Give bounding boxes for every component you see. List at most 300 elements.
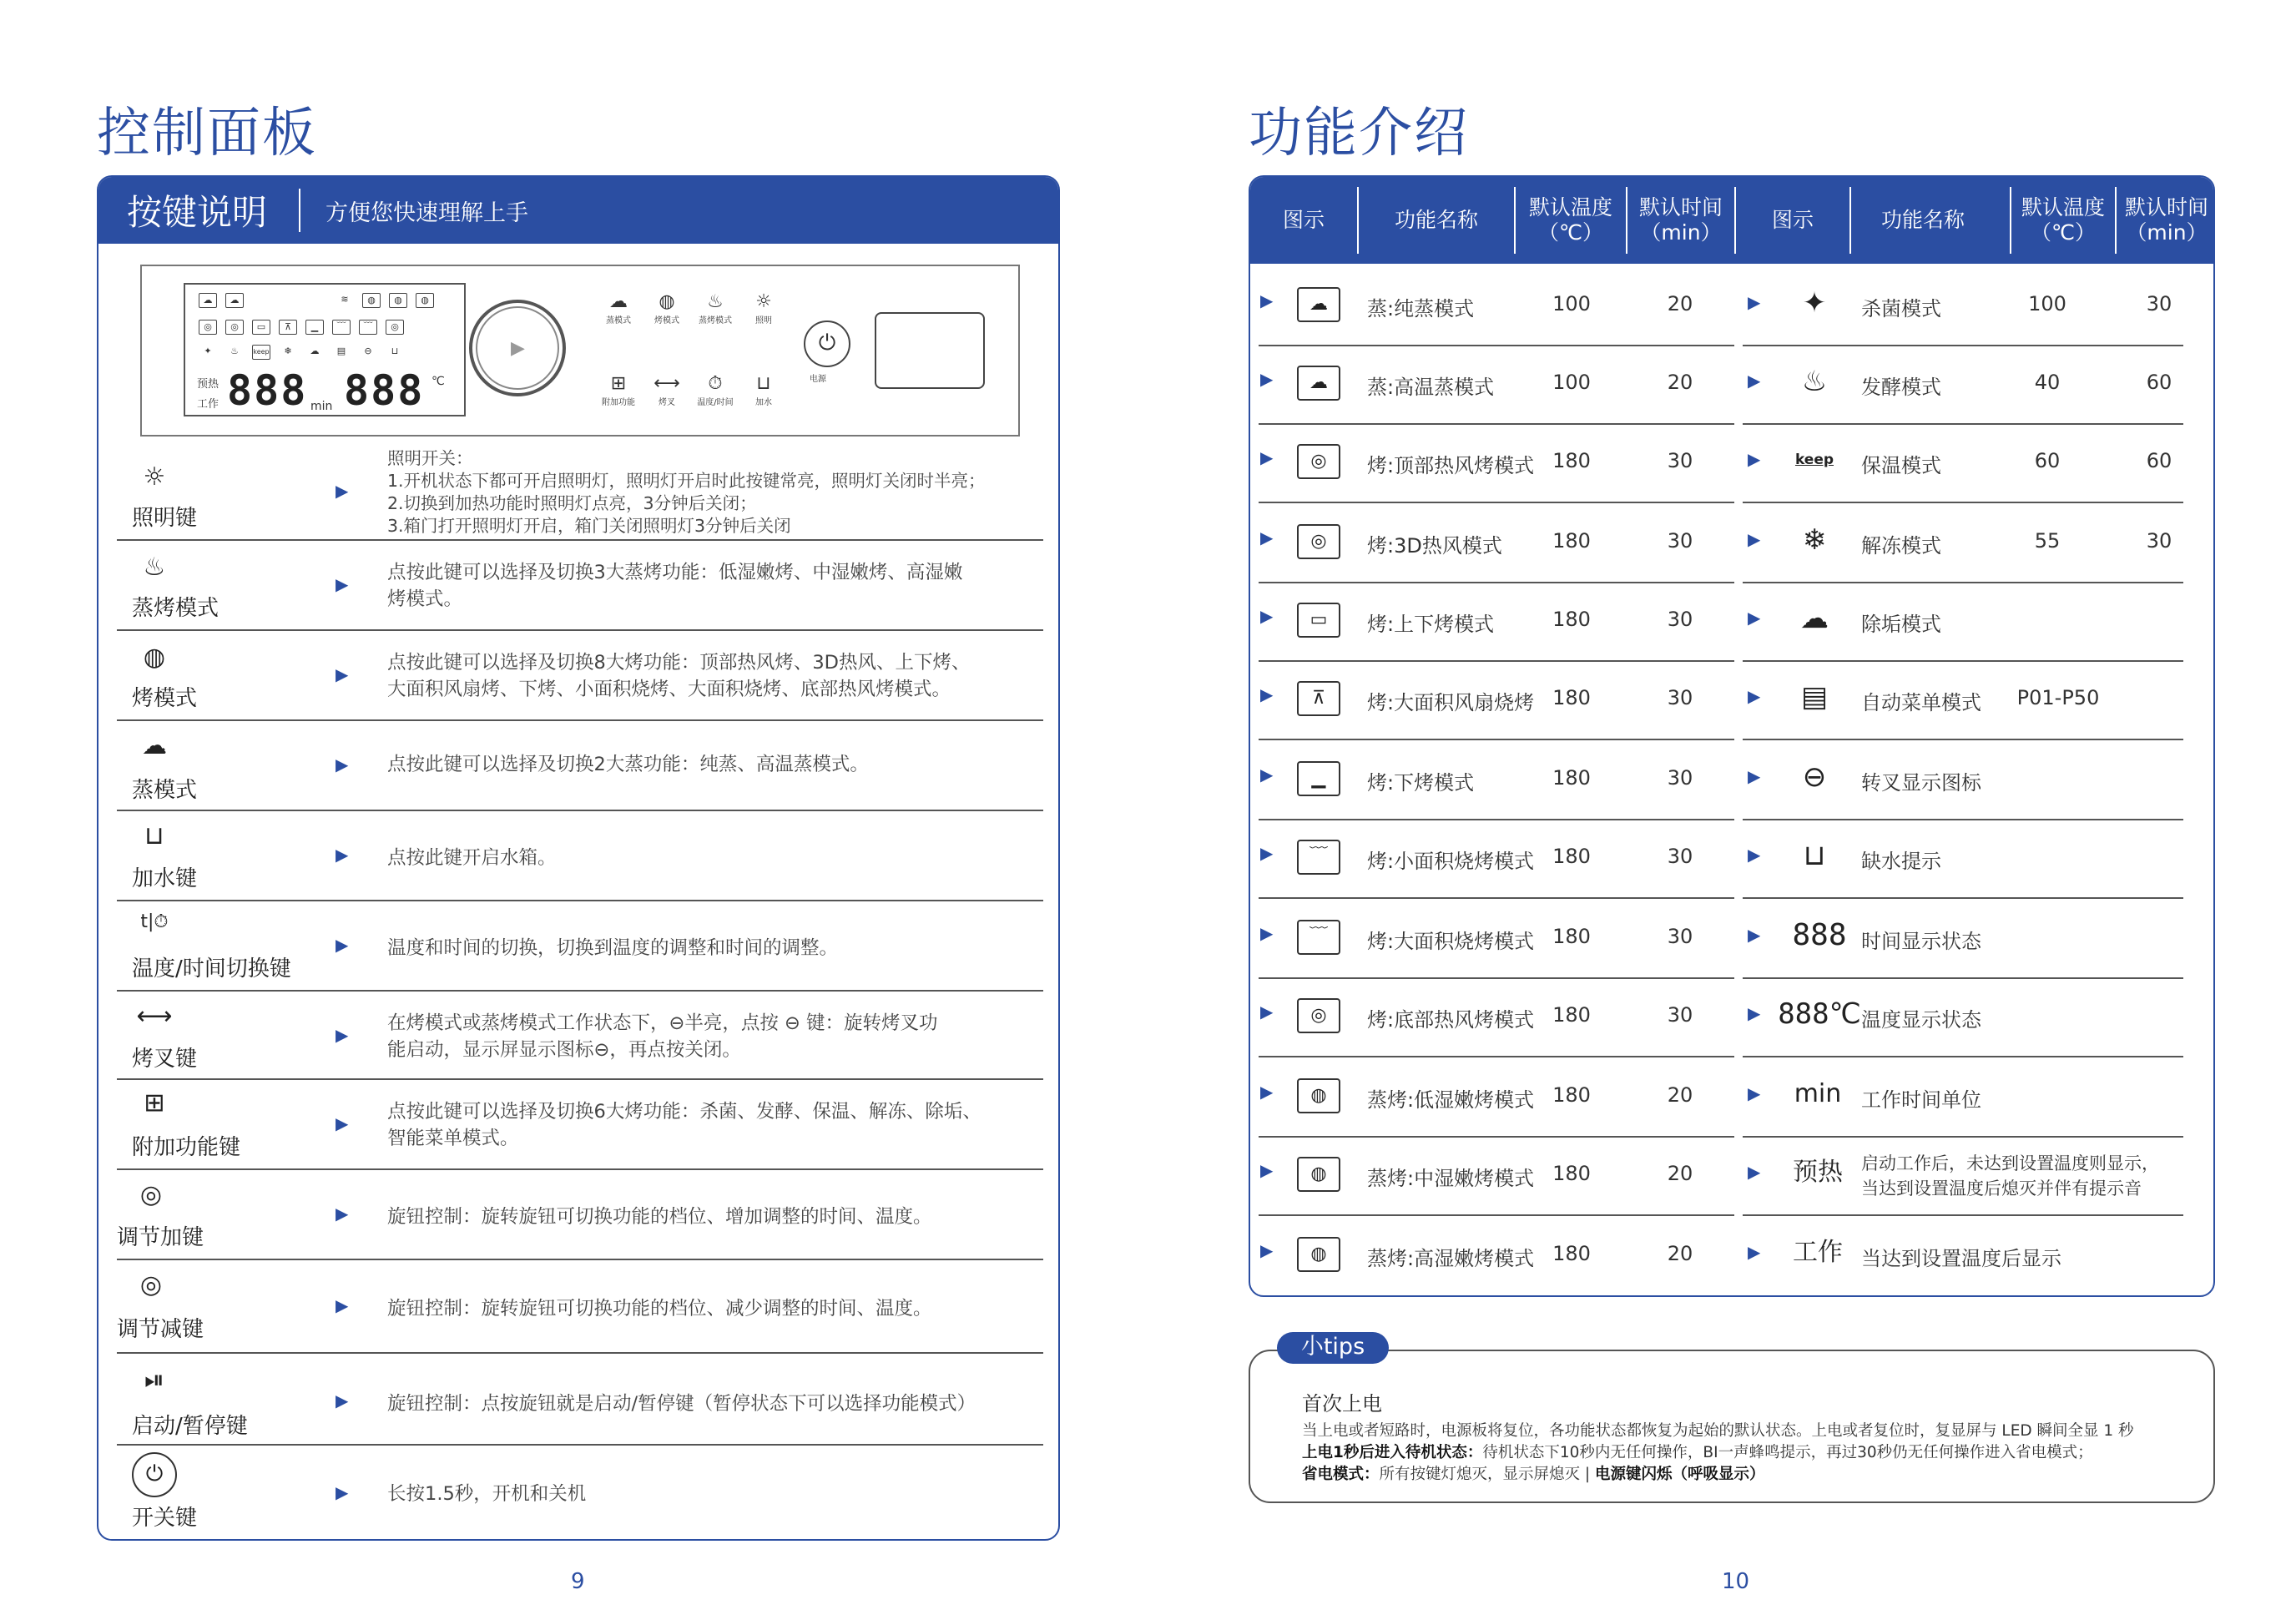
arrow-icon: ▶ bbox=[1748, 1162, 1761, 1182]
function-name: 蒸:高温蒸模式 bbox=[1367, 376, 1495, 399]
default-temp: 180 bbox=[1552, 449, 1591, 472]
function-row-left bbox=[1250, 820, 1734, 899]
key-row-water bbox=[117, 811, 1043, 901]
default-temp: 40 bbox=[2034, 371, 2061, 394]
function-row-right bbox=[1734, 504, 2215, 583]
function-row-left bbox=[1250, 661, 1734, 740]
temp-digits-icon: 888℃ bbox=[1778, 997, 1861, 1031]
header-time-line: 默认时间 bbox=[1638, 195, 1723, 220]
row-divider bbox=[1743, 1214, 2183, 1216]
key-name: 蒸模式 bbox=[132, 778, 198, 803]
function-row-left bbox=[1250, 267, 1734, 346]
lcd-rotisserie-icon: ⊖ bbox=[364, 346, 372, 356]
key-description bbox=[387, 751, 1047, 778]
arrow-icon: ▶ bbox=[1748, 1242, 1761, 1262]
bake-icon: ◍ bbox=[143, 643, 166, 672]
function-name: 烤:大面积烧烤模式 bbox=[1367, 930, 1535, 953]
left-page-title: 控制面板 bbox=[97, 103, 317, 164]
lcd-sterilize-icon: ✦ bbox=[204, 346, 212, 356]
desc-line: 温度和时间的切换，切换到温度的调整和时间的调整。 bbox=[387, 937, 839, 959]
function-row-right bbox=[1734, 1217, 2215, 1296]
function-row-right bbox=[1734, 424, 2215, 503]
lcd-work-label: 工作 bbox=[197, 398, 220, 411]
key-row-power bbox=[117, 1446, 1043, 1537]
rotisserie-icon: ⟷ bbox=[653, 373, 680, 394]
key-description bbox=[387, 1010, 1047, 1063]
tips-line-3 bbox=[1302, 1462, 1765, 1484]
function-row-right bbox=[1734, 1137, 2215, 1216]
function-name: 烤:3D热风模式 bbox=[1367, 534, 1502, 558]
function-name: 保温模式 bbox=[1861, 454, 1941, 477]
rotisserie-icon: ⟷ bbox=[136, 1002, 173, 1031]
key-description bbox=[387, 1098, 1047, 1152]
default-time: 20 bbox=[1667, 292, 1693, 315]
tips-line-3-text: 所有按键灯熄灭，显示屏熄灭 | bbox=[1379, 1466, 1596, 1483]
panel-button-label: 蒸模式 bbox=[606, 316, 631, 326]
key-row-steam bbox=[117, 721, 1043, 811]
function-name: 烤:小面积烧烤模式 bbox=[1367, 850, 1535, 873]
lcd-descale-icon: ☁ bbox=[310, 346, 320, 356]
top-fan-icon: ◎ bbox=[1297, 444, 1340, 479]
key-row-temp-time bbox=[117, 901, 1043, 992]
key-description bbox=[387, 1390, 1047, 1417]
desc-line: 点按此键可以选择及切换3大蒸烤功能：低湿嫩烤、中湿嫩烤、高湿嫩 bbox=[387, 562, 963, 583]
tips-line-1: 当上电或者短路时，电源板将复位，各功能状态都恢复为起始的默认状态。上电或者复位时，复显屏与 LED 瞬间全显 1 秒 bbox=[1302, 1422, 2134, 1440]
key-name: 调节减键 bbox=[117, 1317, 204, 1342]
panel-button-label: 烤叉 bbox=[659, 398, 675, 407]
key-row-knob-minus bbox=[117, 1260, 1043, 1354]
lcd-water-icon: ⊔ bbox=[391, 346, 399, 356]
lcd-bottom-fan-icon: ◎ bbox=[386, 320, 404, 335]
tips-line-3-bold-2: 电源键闪烁（呼吸显示） bbox=[1595, 1466, 1765, 1483]
lcd-large-grill-icon: ﹋ bbox=[359, 320, 377, 335]
key-description bbox=[387, 845, 1047, 871]
grid-icon: ⊞ bbox=[144, 1088, 165, 1118]
function-name: 除垢模式 bbox=[1861, 613, 1941, 636]
row-divider bbox=[1743, 739, 2183, 740]
function-row-left bbox=[1250, 741, 1734, 820]
header-time-col-2 bbox=[2117, 177, 2215, 264]
function-name: 发酵模式 bbox=[1861, 376, 1941, 399]
light-icon: ☼ bbox=[143, 462, 166, 492]
header-icon-col: 图示 bbox=[1282, 208, 1325, 232]
header-icon-col-2: 图示 bbox=[1771, 208, 1814, 232]
lcd-preheat-label: 预热 bbox=[197, 378, 220, 391]
steam-icon: ☁ bbox=[1297, 366, 1340, 401]
top-bottom-icon: ▭ bbox=[1297, 603, 1340, 638]
knob-plus-icon: ◎ bbox=[139, 1180, 163, 1209]
header-time-unit: （min） bbox=[1640, 220, 1722, 245]
arrow-icon: ▶ bbox=[1260, 1002, 1274, 1022]
lcd-icons-row-2 bbox=[199, 320, 404, 335]
arrow-icon: ▶ bbox=[336, 1390, 349, 1411]
arrow-icon: ▶ bbox=[336, 1025, 349, 1045]
header-time-col bbox=[1627, 177, 1734, 264]
lcd-time-digits: 888 bbox=[227, 366, 308, 415]
default-temp: 100 bbox=[1552, 292, 1591, 315]
arrow-icon: ▶ bbox=[336, 1113, 349, 1133]
arrow-icon: ▶ bbox=[1260, 290, 1274, 310]
high-humid-icon: ◍ bbox=[1297, 1237, 1340, 1272]
lcd-small-grill-icon: ﹋ bbox=[332, 320, 351, 335]
key-row-extra bbox=[117, 1080, 1043, 1170]
row-divider bbox=[1259, 739, 1734, 740]
default-temp: 180 bbox=[1552, 1003, 1591, 1027]
steam-icon: ☁ bbox=[609, 291, 628, 312]
arrow-icon: ▶ bbox=[1748, 1003, 1761, 1023]
low-humid-icon: ◍ bbox=[1297, 1078, 1340, 1113]
panel-button-label: 蒸烤模式 bbox=[699, 316, 732, 326]
key-instructions-title: 按键说明 bbox=[127, 192, 268, 233]
header-name-col: 功能名称 bbox=[1394, 208, 1478, 232]
arrow-icon: ▶ bbox=[1748, 449, 1761, 469]
right-page-title: 功能介绍 bbox=[1249, 103, 1469, 164]
default-time: 30 bbox=[1667, 608, 1693, 631]
key-name: 加水键 bbox=[132, 866, 198, 891]
arrow-icon: ▶ bbox=[1260, 527, 1274, 548]
header-temp-unit: （℃） bbox=[1537, 220, 1604, 245]
key-name: 烤模式 bbox=[132, 686, 198, 711]
row-divider bbox=[1259, 897, 1734, 899]
function-name: 解冻模式 bbox=[1861, 534, 1941, 558]
arrow-icon: ▶ bbox=[1260, 684, 1274, 704]
row-divider bbox=[1743, 502, 2183, 503]
ferment-icon: ♨ bbox=[1801, 365, 1828, 398]
function-row-right bbox=[1734, 346, 2215, 425]
desc-line: 照明开关： bbox=[387, 448, 473, 468]
default-time: 20 bbox=[1667, 1162, 1693, 1185]
default-time: 30 bbox=[1667, 449, 1693, 472]
key-description bbox=[387, 447, 1047, 537]
panel-button-label: 温度/时间 bbox=[697, 398, 734, 407]
page-number-right: 10 bbox=[1722, 1569, 1750, 1594]
panel-power-label: 电源 bbox=[810, 375, 826, 384]
function-row-right bbox=[1734, 583, 2215, 662]
function-table-header bbox=[1250, 177, 2213, 264]
default-temp: 55 bbox=[2034, 529, 2061, 553]
header-time-unit: （min） bbox=[2126, 220, 2208, 245]
function-row-right bbox=[1734, 978, 2215, 1057]
key-description bbox=[387, 1204, 1047, 1230]
key-instructions-header bbox=[98, 177, 1058, 244]
desc-line: 点按此键开启水箱。 bbox=[387, 847, 557, 869]
lcd-menu-icon: ▤ bbox=[336, 346, 346, 356]
steam-icon: ☁ bbox=[1297, 287, 1340, 322]
arrow-icon: ▶ bbox=[1748, 608, 1761, 628]
arrow-icon: ▶ bbox=[1260, 1240, 1274, 1260]
arrow-icon: ▶ bbox=[336, 664, 349, 684]
desc-line: 大面积风扇烤、下烤、小面积烧烤、大面积烧烤、底部热风烤模式。 bbox=[387, 679, 951, 700]
key-row-bake bbox=[117, 631, 1043, 721]
panel-button-label: 加水 bbox=[755, 398, 772, 407]
time-digits-icon: 888 bbox=[1792, 918, 1847, 952]
desc-line: 2.切换到加热功能时照明灯点亮，3分钟后关闭； bbox=[387, 493, 757, 513]
key-instructions-subtitle: 方便您快速理解上手 bbox=[325, 199, 528, 226]
default-time: 20 bbox=[1667, 371, 1693, 394]
function-name: 烤:底部热风烤模式 bbox=[1367, 1008, 1535, 1032]
lcd-temp-digits: 888 bbox=[344, 366, 425, 415]
function-name: 启动工作后，未达到设置温度则显示， bbox=[1861, 1153, 2159, 1173]
key-name: 烤叉键 bbox=[132, 1047, 198, 1072]
function-row-left bbox=[1250, 1217, 1734, 1296]
default-time: 30 bbox=[2146, 529, 2172, 553]
function-name: 烤:大面积风扇烧烤 bbox=[1367, 691, 1535, 714]
function-name: 自动菜单模式 bbox=[1861, 691, 1981, 714]
preheat-icon: 预热 bbox=[1793, 1158, 1843, 1187]
desc-line: 能启动，显示屏显示图标⊖，再点按关闭。 bbox=[387, 1039, 741, 1061]
min-icon: min bbox=[1794, 1079, 1842, 1108]
arrow-icon: ▶ bbox=[1748, 1083, 1761, 1103]
lcd-humid-high-icon: ◍ bbox=[416, 293, 434, 308]
function-name: 蒸:纯蒸模式 bbox=[1367, 297, 1475, 320]
default-temp: 180 bbox=[1552, 686, 1591, 709]
key-description bbox=[387, 649, 1047, 703]
defrost-icon: ❄ bbox=[1802, 523, 1827, 557]
arrow-icon: ▶ bbox=[1260, 1082, 1274, 1102]
default-time: 30 bbox=[1667, 925, 1693, 948]
function-row-right bbox=[1734, 661, 2215, 740]
arrow-icon: ▶ bbox=[1748, 766, 1761, 786]
lcd-display bbox=[184, 283, 466, 416]
arrow-icon: ▶ bbox=[336, 935, 349, 955]
play-pause-icon: ▶︎ bbox=[511, 338, 525, 359]
default-time: 30 bbox=[1667, 529, 1693, 553]
default-time: 20 bbox=[1667, 1242, 1693, 1265]
default-temp: 100 bbox=[1552, 371, 1591, 394]
lcd-icons-row-3 bbox=[199, 345, 404, 360]
bottom-heat-icon: ▁ bbox=[1297, 761, 1340, 796]
function-row-right bbox=[1734, 900, 2215, 979]
lcd-keep-icon: keep bbox=[252, 345, 270, 360]
fan-grill-icon: ⊼ bbox=[1297, 681, 1340, 716]
lcd-icons-row-1 bbox=[199, 293, 434, 308]
tips-line-2 bbox=[1302, 1441, 2093, 1462]
default-time: 20 bbox=[1667, 1083, 1693, 1107]
arrow-icon: ▶ bbox=[336, 754, 349, 775]
water-icon: ⊔ bbox=[144, 821, 164, 850]
work-icon: 工作 bbox=[1793, 1238, 1843, 1267]
large-grill-icon: ﹋ bbox=[1297, 920, 1340, 955]
function-name-line-2: 当达到设置温度后熄灭并伴有提示音 bbox=[1861, 1178, 2142, 1199]
lcd-bottom-icon: ▁ bbox=[305, 320, 324, 335]
arrow-icon: ▶ bbox=[1260, 923, 1274, 943]
key-description bbox=[387, 559, 1047, 613]
small-grill-icon: ﹋ bbox=[1297, 840, 1340, 875]
function-name: 工作时间单位 bbox=[1861, 1088, 1981, 1112]
key-name: 附加功能键 bbox=[132, 1135, 241, 1160]
function-table bbox=[1249, 175, 2215, 1297]
default-temp: 180 bbox=[1552, 845, 1591, 868]
row-divider bbox=[1743, 1056, 2183, 1057]
header-temp-col-2 bbox=[2011, 177, 2115, 264]
desc-line: 在烤模式或蒸烤模式工作状态下，⊖半亮，点按 ⊖ 键：旋转烤叉功 bbox=[387, 1012, 938, 1034]
lcd-steam-icon: ☁ bbox=[199, 293, 217, 308]
key-name: 蒸烤模式 bbox=[132, 596, 220, 621]
water-icon: ⊔ bbox=[756, 373, 771, 394]
panel-button-label: 烤模式 bbox=[654, 316, 679, 326]
arrow-icon: ▶ bbox=[1748, 686, 1761, 706]
function-row-left bbox=[1250, 504, 1734, 583]
mid-humid-icon: ◍ bbox=[1297, 1157, 1340, 1192]
arrow-icon: ▶ bbox=[1260, 765, 1274, 785]
function-row-left bbox=[1250, 424, 1734, 503]
default-temp: 180 bbox=[1552, 925, 1591, 948]
arrow-icon: ▶ bbox=[336, 1482, 349, 1502]
arrow-icon: ▶ bbox=[336, 481, 349, 501]
function-row-left bbox=[1250, 1058, 1734, 1138]
arrow-icon: ▶ bbox=[1260, 843, 1274, 863]
lcd-steam-high-icon: ☁ bbox=[225, 293, 244, 308]
default-time: 30 bbox=[1667, 766, 1693, 790]
default-temp: P01-P50 bbox=[2016, 686, 2100, 709]
arrow-icon: ▶ bbox=[1748, 371, 1761, 391]
water-icon: ⊔ bbox=[1803, 839, 1826, 872]
arrow-icon: ▶ bbox=[336, 845, 349, 865]
default-temp: 60 bbox=[2034, 449, 2061, 472]
key-name: 照明键 bbox=[132, 506, 198, 531]
function-name: 蒸烤:高湿嫩烤模式 bbox=[1367, 1247, 1535, 1270]
arrow-icon: ▶ bbox=[1748, 292, 1761, 312]
lcd-humid-mid-icon: ◍ bbox=[389, 293, 407, 308]
desc-line: 智能菜单模式。 bbox=[387, 1128, 519, 1149]
header-temp-line: 默认温度 bbox=[1528, 195, 1612, 220]
default-time: 30 bbox=[1667, 1003, 1693, 1027]
lcd-humid-low-icon: ◍ bbox=[362, 293, 381, 308]
row-divider bbox=[1259, 502, 1734, 503]
fan-3d-icon: ◎ bbox=[1297, 524, 1340, 559]
lcd-wifi-icon: ≋ bbox=[341, 294, 349, 305]
default-time: 30 bbox=[1667, 845, 1693, 868]
tips-line-3-bold: 省电模式： bbox=[1302, 1466, 1380, 1483]
control-knob[interactable] bbox=[469, 300, 566, 396]
panel-water-button[interactable] bbox=[734, 373, 793, 407]
function-name: 蒸烤:中湿嫩烤模式 bbox=[1367, 1167, 1535, 1190]
knob-minus-icon: ◎ bbox=[139, 1270, 163, 1300]
row-divider bbox=[1259, 1214, 1734, 1216]
arrow-icon: ▶ bbox=[336, 1204, 349, 1224]
steam-bake-icon: ♨ bbox=[143, 553, 166, 582]
sterilize-icon: ✦ bbox=[1802, 286, 1827, 320]
panel-power-button[interactable] bbox=[804, 320, 850, 367]
function-row-left bbox=[1250, 1137, 1734, 1216]
default-temp: 180 bbox=[1552, 1083, 1591, 1107]
tips-line-2-bold: 上电1秒后进入待机状态： bbox=[1302, 1444, 1483, 1461]
default-temp: 180 bbox=[1552, 608, 1591, 631]
tips-line-2-text: 待机状态下10秒内无任何操作，BI一声蜂鸣提示，再过30秒仍无任何操作进入省电模式； bbox=[1482, 1444, 2093, 1461]
lcd-defrost-icon: ❄ bbox=[284, 346, 292, 356]
power-icon: ⏻ bbox=[818, 331, 836, 356]
key-row-play-pause bbox=[117, 1354, 1043, 1446]
function-row-right bbox=[1734, 1058, 2215, 1138]
function-name: 烤:顶部热风烤模式 bbox=[1367, 454, 1535, 477]
lcd-fan-grill-icon: ⊼ bbox=[279, 320, 297, 335]
function-row-left bbox=[1250, 583, 1734, 662]
bake-icon: ◍ bbox=[659, 291, 675, 312]
function-name: 缺水提示 bbox=[1861, 850, 1941, 873]
key-name: 开关键 bbox=[132, 1506, 198, 1531]
default-temp: 180 bbox=[1552, 1162, 1591, 1185]
row-divider bbox=[1259, 1056, 1734, 1057]
descale-icon: ☁ bbox=[1800, 602, 1829, 635]
function-name: 转叉显示图标 bbox=[1861, 771, 1981, 795]
header-name-col-2: 功能名称 bbox=[1880, 208, 1965, 232]
arrow-icon: ▶ bbox=[336, 574, 349, 594]
key-name: 启动/暂停键 bbox=[132, 1414, 248, 1439]
temp-time-icon: t|⏱ bbox=[140, 911, 169, 932]
lcd-top-bottom-icon: ▭ bbox=[252, 320, 270, 335]
function-name: 当达到设置温度后显示 bbox=[1861, 1247, 2061, 1270]
desc-line: 点按此键可以选择及切换2大蒸功能：纯蒸、高温蒸模式。 bbox=[387, 754, 869, 775]
steam-bake-icon: ♨ bbox=[707, 291, 724, 312]
function-row-left bbox=[1250, 978, 1734, 1057]
function-name: 杀菌模式 bbox=[1861, 297, 1941, 320]
key-name: 温度/时间切换键 bbox=[132, 956, 291, 982]
desc-line: 点按此键可以选择及切换8大烤功能：顶部热风烤、3D热风、上下烤、 bbox=[387, 652, 971, 674]
arrow-icon: ▶ bbox=[1748, 925, 1761, 945]
key-description bbox=[387, 1481, 1047, 1507]
key-name: 调节加键 bbox=[117, 1225, 204, 1250]
desc-line: 旋钮控制：旋转旋钮可切换功能的档位、减少调整的时间、温度。 bbox=[387, 1298, 932, 1320]
function-row-right bbox=[1734, 741, 2215, 820]
auto-menu-icon: ▤ bbox=[1800, 680, 1829, 714]
default-time: 60 bbox=[2146, 371, 2172, 394]
function-row-right bbox=[1734, 267, 2215, 346]
control-panel-illustration bbox=[140, 265, 1020, 437]
default-temp: 180 bbox=[1552, 1242, 1591, 1265]
desc-line: 3.箱门打开照明灯开启，箱门关闭照明灯3分钟后关闭 bbox=[387, 516, 791, 536]
arrow-icon: ▶ bbox=[1748, 529, 1761, 549]
header-temp-unit: （℃） bbox=[2030, 220, 2097, 245]
key-row-rotisserie bbox=[117, 992, 1043, 1080]
arrow-icon: ▶ bbox=[1260, 606, 1274, 626]
arrow-icon: ▶ bbox=[1748, 845, 1761, 865]
lcd-min-unit: min bbox=[310, 400, 333, 413]
rotisserie-icon: ⊖ bbox=[1802, 760, 1827, 794]
panel-button-label: 附加功能 bbox=[602, 398, 635, 407]
arrow-icon: ▶ bbox=[1260, 1160, 1274, 1180]
panel-display-window bbox=[875, 312, 985, 389]
function-name: 时间显示状态 bbox=[1861, 930, 1981, 953]
arrow-icon: ▶ bbox=[1260, 369, 1274, 389]
play-pause-icon: ⏯ bbox=[144, 1365, 164, 1395]
function-row-right bbox=[1734, 820, 2215, 899]
function-row-left bbox=[1250, 900, 1734, 979]
header-time-line: 默认时间 bbox=[2124, 195, 2208, 220]
lcd-top-fan-icon: ◎ bbox=[199, 320, 217, 335]
default-temp: 180 bbox=[1552, 529, 1591, 553]
arrow-icon: ▶ bbox=[336, 1295, 349, 1315]
function-name: 烤:上下烤模式 bbox=[1367, 613, 1495, 636]
page-number-left: 9 bbox=[571, 1569, 585, 1594]
desc-line: 旋钮控制：旋转旋钮可切换功能的档位、增加调整的时间、温度。 bbox=[387, 1206, 932, 1228]
default-time: 60 bbox=[2146, 449, 2172, 472]
key-description bbox=[387, 1295, 1047, 1322]
arrow-icon: ▶ bbox=[1260, 447, 1274, 467]
header-temp-col bbox=[1516, 177, 1626, 264]
default-time: 30 bbox=[1667, 686, 1693, 709]
power-icon: ⏻ bbox=[132, 1452, 177, 1497]
steam-icon: ☁ bbox=[142, 731, 167, 760]
default-temp: 180 bbox=[1552, 766, 1591, 790]
function-name: 温度显示状态 bbox=[1861, 1008, 1981, 1032]
desc-line: 长按1.5秒，开机和关机 bbox=[387, 1483, 587, 1505]
panel-light-button[interactable] bbox=[734, 291, 793, 326]
light-icon: ☼ bbox=[755, 291, 772, 312]
desc-line: 旋钮控制：点按旋钮就是启动/暂停键（暂停状态下可以选择功能模式） bbox=[387, 1393, 976, 1415]
default-time: 30 bbox=[2146, 292, 2172, 315]
grid-icon: ⊞ bbox=[610, 373, 627, 394]
lcd-ferment-icon: ♨ bbox=[230, 346, 239, 356]
